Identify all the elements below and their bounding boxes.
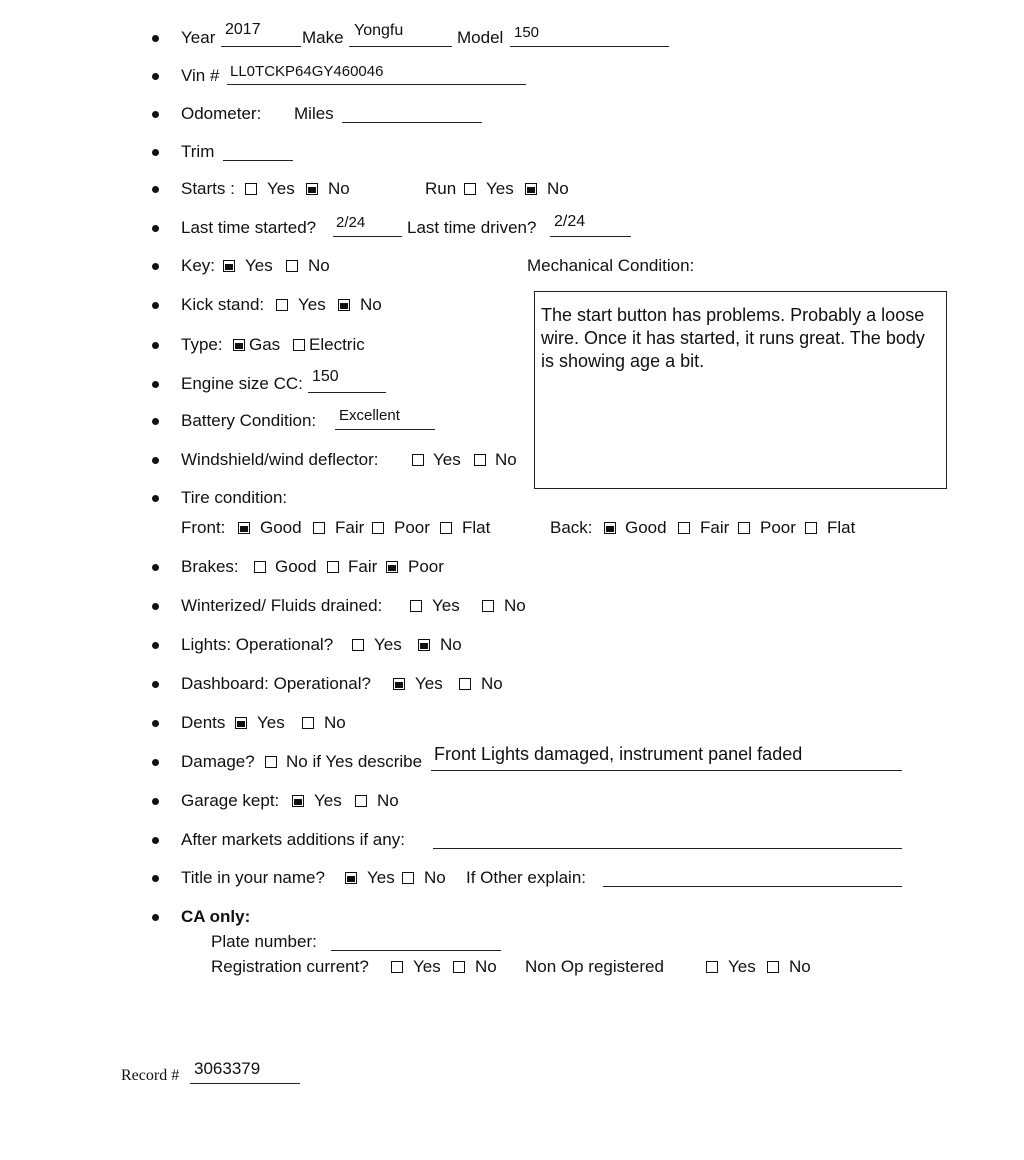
- tire-back-poor-checkbox[interactable]: [738, 522, 750, 534]
- bullet: [152, 149, 159, 156]
- tire-front-flat-checkbox[interactable]: [440, 522, 452, 534]
- vin-underline: [227, 84, 526, 85]
- title-no-label: No: [424, 868, 446, 887]
- damage-underline: [431, 770, 902, 771]
- damage-no-checkbox[interactable]: [265, 756, 277, 768]
- dashboard-label: Dashboard: Operational?: [181, 674, 371, 693]
- kick-stand-no-checkbox[interactable]: [338, 299, 350, 311]
- windshield-label: Windshield/wind deflector:: [181, 450, 379, 469]
- plate-underline: [331, 950, 501, 951]
- starts-no-checkbox[interactable]: [306, 183, 318, 195]
- bullet: [152, 111, 159, 118]
- lights-no-label: No: [440, 635, 462, 654]
- bullet: [152, 302, 159, 309]
- tire-front-good-checkbox[interactable]: [238, 522, 250, 534]
- bullet: [152, 495, 159, 502]
- year-underline: [221, 46, 301, 47]
- key-no-label: No: [308, 256, 330, 275]
- aftermarket-underline: [433, 848, 902, 849]
- tire-label: Tire condition:: [181, 488, 288, 507]
- brakes-label: Brakes:: [181, 557, 239, 576]
- type-gas-checkbox[interactable]: [233, 339, 245, 351]
- type-electric-checkbox[interactable]: [293, 339, 305, 351]
- make-label: Make: [302, 28, 344, 47]
- windshield-no-checkbox[interactable]: [474, 454, 486, 466]
- record-underline: [190, 1083, 300, 1084]
- run-label: Run: [425, 179, 457, 198]
- nonop-no-label: No: [789, 957, 811, 976]
- winterized-no-checkbox[interactable]: [482, 600, 494, 612]
- run-yes-checkbox[interactable]: [464, 183, 476, 195]
- bullet: [152, 914, 159, 921]
- bullet: [152, 342, 159, 349]
- tire-front-good-label: Good: [260, 518, 302, 537]
- bullet: [152, 381, 159, 388]
- nonop-yes-checkbox[interactable]: [706, 961, 718, 973]
- run-yes-label: Yes: [486, 179, 514, 198]
- model-value[interactable]: 150: [514, 24, 540, 41]
- record-value[interactable]: 3063379: [194, 1059, 261, 1078]
- starts-no-label: No: [328, 179, 350, 198]
- nonop-yes-label: Yes: [728, 957, 756, 976]
- run-no-label: No: [547, 179, 569, 198]
- winterized-yes-checkbox[interactable]: [410, 600, 422, 612]
- nonop-label: Non Op registered: [525, 957, 664, 976]
- plate-label: Plate number:: [211, 932, 317, 951]
- model-label: Model: [457, 28, 504, 47]
- bullet: [152, 837, 159, 844]
- dents-no-checkbox[interactable]: [302, 717, 314, 729]
- garage-no-checkbox[interactable]: [355, 795, 367, 807]
- title-other-label: If Other explain:: [466, 868, 587, 887]
- windshield-yes-checkbox[interactable]: [412, 454, 424, 466]
- tire-back-good-checkbox[interactable]: [604, 522, 616, 534]
- record-label: Record #: [121, 1067, 180, 1084]
- damage-label: Damage?: [181, 752, 255, 771]
- vin-label: Vin #: [181, 66, 220, 85]
- bullet: [152, 875, 159, 882]
- bullet: [152, 35, 159, 42]
- registration-no-label: No: [475, 957, 497, 976]
- starts-yes-label: Yes: [267, 179, 295, 198]
- garage-yes-label: Yes: [314, 791, 342, 810]
- dents-label: Dents: [181, 713, 226, 732]
- bullet: [152, 603, 159, 610]
- odometer-label: Odometer:: [181, 104, 262, 123]
- tire-front-label: Front:: [181, 518, 226, 537]
- starts-yes-checkbox[interactable]: [245, 183, 257, 195]
- key-label: Key:: [181, 256, 216, 275]
- bullet: [152, 225, 159, 232]
- make-underline: [349, 46, 452, 47]
- garage-yes-checkbox[interactable]: [292, 795, 304, 807]
- bullet: [152, 186, 159, 193]
- mechanical-label: Mechanical Condition:: [527, 256, 695, 275]
- make-value[interactable]: Yongfu: [354, 22, 404, 39]
- registration-no-checkbox[interactable]: [453, 961, 465, 973]
- brakes-poor-checkbox[interactable]: [386, 561, 398, 573]
- tire-back-fair-label: Fair: [700, 518, 730, 537]
- title-label: Title in your name?: [181, 868, 325, 887]
- kick-stand-yes-checkbox[interactable]: [276, 299, 288, 311]
- brakes-fair-checkbox[interactable]: [327, 561, 339, 573]
- tire-front-fair-label: Fair: [335, 518, 365, 537]
- engine-underline: [308, 392, 386, 393]
- bullet: [152, 681, 159, 688]
- lights-yes-label: Yes: [374, 635, 402, 654]
- last-driven-label: Last time driven?: [407, 218, 537, 237]
- ca-label: CA only:: [181, 907, 251, 926]
- mechanical-condition-text: The start button has problems. Probably a loose wire. Once it has started, it runs great. The body is showing age a bit.: [541, 305, 925, 371]
- winterized-no-label: No: [504, 596, 526, 615]
- lights-yes-checkbox[interactable]: [352, 639, 364, 651]
- dashboard-yes-label: Yes: [415, 674, 443, 693]
- nonop-no-checkbox[interactable]: [767, 961, 779, 973]
- lights-label: Lights: Operational?: [181, 635, 334, 654]
- type-label: Type:: [181, 335, 223, 354]
- vin-value[interactable]: LL0TCKP64GY460046: [230, 63, 384, 80]
- kick-stand-yes-label: Yes: [298, 295, 326, 314]
- year-value[interactable]: 2017: [225, 21, 261, 38]
- last-driven-value[interactable]: 2/24: [554, 213, 586, 230]
- battery-value[interactable]: Excellent: [339, 407, 400, 424]
- bullet: [152, 798, 159, 805]
- battery-label: Battery Condition:: [181, 411, 317, 430]
- tire-back-fair-checkbox[interactable]: [678, 522, 690, 534]
- trim-label: Trim: [181, 142, 215, 161]
- bullet: [152, 759, 159, 766]
- title-other-underline: [603, 886, 902, 887]
- engine-value[interactable]: 150: [312, 368, 339, 385]
- brakes-good-label: Good: [275, 557, 317, 576]
- year-label: Year: [181, 28, 216, 47]
- registration-label: Registration current?: [211, 957, 369, 976]
- damage-value[interactable]: Front Lights damaged, instrument panel faded: [434, 744, 803, 764]
- kick-stand-label: Kick stand:: [181, 295, 265, 314]
- last-started-label: Last time started?: [181, 218, 317, 237]
- last-started-underline: [333, 236, 402, 237]
- bullet: [152, 73, 159, 80]
- tire-back-poor-label: Poor: [760, 518, 796, 537]
- winterized-label: Winterized/ Fluids drained:: [181, 596, 383, 615]
- mechanical-condition-box[interactable]: [534, 291, 947, 489]
- kick-stand-no-label: No: [360, 295, 382, 314]
- aftermarket-label: After markets additions if any:: [181, 830, 405, 849]
- title-no-checkbox[interactable]: [402, 872, 414, 884]
- garage-label: Garage kept:: [181, 791, 280, 810]
- last-started-value[interactable]: 2/24: [336, 214, 366, 231]
- miles-label: Miles: [294, 104, 334, 123]
- garage-no-label: No: [377, 791, 399, 810]
- bullet: [152, 642, 159, 649]
- winterized-yes-label: Yes: [432, 596, 460, 615]
- engine-label: Engine size CC:: [181, 374, 303, 393]
- tire-front-fair-checkbox[interactable]: [313, 522, 325, 534]
- dashboard-no-label: No: [481, 674, 503, 693]
- tire-front-poor-checkbox[interactable]: [372, 522, 384, 534]
- title-yes-label: Yes: [367, 868, 395, 887]
- key-yes-checkbox[interactable]: [223, 260, 235, 272]
- brakes-poor-label: Poor: [408, 557, 444, 576]
- starts-label: Starts :: [181, 179, 235, 198]
- bullet: [152, 720, 159, 727]
- bullet: [152, 564, 159, 571]
- tire-back-label: Back:: [550, 518, 593, 537]
- brakes-fair-label: Fair: [348, 557, 378, 576]
- odometer-underline: [342, 122, 482, 123]
- bullet: [152, 457, 159, 464]
- title-yes-checkbox[interactable]: [345, 872, 357, 884]
- tire-back-flat-checkbox[interactable]: [805, 522, 817, 534]
- damage-no-label: No if Yes describe: [286, 752, 423, 771]
- windshield-yes-label: Yes: [433, 450, 461, 469]
- last-driven-underline: [550, 236, 631, 237]
- windshield-no-label: No: [495, 450, 517, 469]
- lights-no-checkbox[interactable]: [418, 639, 430, 651]
- type-gas-label: Gas: [249, 335, 281, 354]
- tire-front-flat-label: Flat: [462, 518, 491, 537]
- key-yes-label: Yes: [245, 256, 273, 275]
- tire-front-poor-label: Poor: [394, 518, 430, 537]
- dashboard-no-checkbox[interactable]: [459, 678, 471, 690]
- brakes-good-checkbox[interactable]: [254, 561, 266, 573]
- dents-yes-label: Yes: [257, 713, 285, 732]
- dents-no-label: No: [324, 713, 346, 732]
- run-no-checkbox[interactable]: [525, 183, 537, 195]
- trim-underline: [223, 160, 293, 161]
- model-underline: [510, 46, 669, 47]
- type-electric-label: Electric: [309, 335, 365, 354]
- registration-yes-label: Yes: [413, 957, 441, 976]
- dashboard-yes-checkbox[interactable]: [393, 678, 405, 690]
- battery-underline: [335, 429, 435, 430]
- tire-back-good-label: Good: [625, 518, 667, 537]
- bullet: [152, 263, 159, 270]
- key-no-checkbox[interactable]: [286, 260, 298, 272]
- bullet: [152, 418, 159, 425]
- registration-yes-checkbox[interactable]: [391, 961, 403, 973]
- dents-yes-checkbox[interactable]: [235, 717, 247, 729]
- tire-back-flat-label: Flat: [827, 518, 856, 537]
